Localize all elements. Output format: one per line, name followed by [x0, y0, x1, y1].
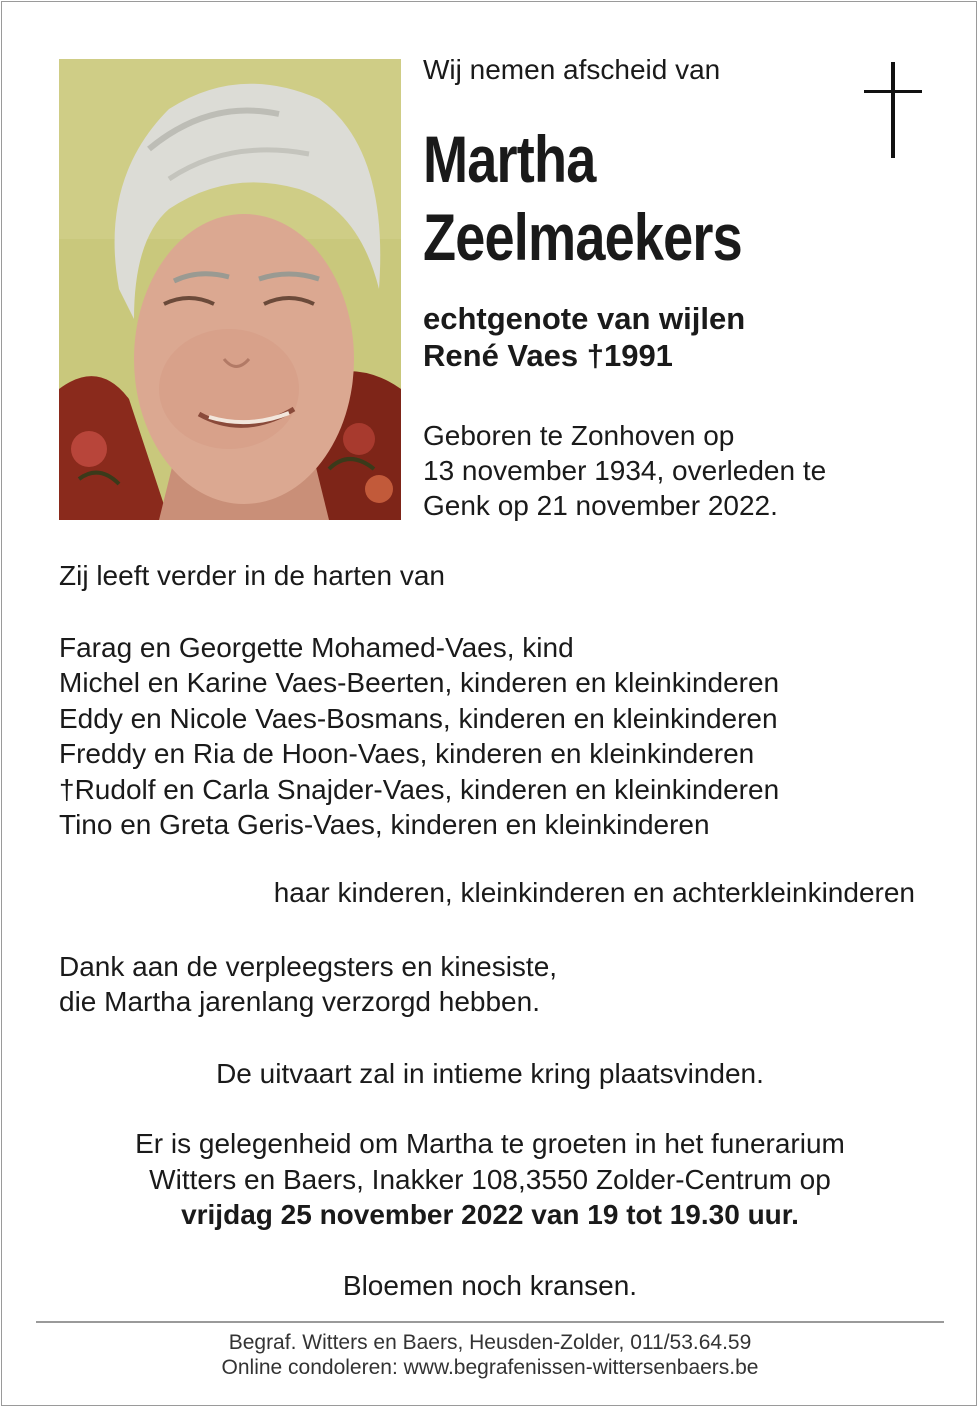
birth-line-3: Genk op 21 november 2022.: [423, 490, 778, 521]
family-member: Michel en Karine Vaes-Beerten, kinderen en kleinkinderen: [59, 667, 780, 699]
cross-icon: [864, 62, 922, 158]
family-heading: Zij leeft verder in de harten van: [59, 560, 445, 591]
family-member: Eddy en Nicole Vaes-Bosmans, kinderen en kleinkinderen: [59, 702, 778, 734]
divider: [36, 1321, 944, 1323]
birth-line-2: 13 november 1934, overleden te: [423, 455, 827, 486]
last-name: Zeelmaekers: [423, 200, 742, 274]
visit-line-1: Er is gelegenheid om Martha te groeten in het funerarium: [135, 1128, 845, 1159]
thanks-line-1: Dank aan de verpleegsters en kinesiste,: [59, 951, 558, 982]
family-member: Tino en Greta Geris-Vaes, kinderen en kleinkinderen: [59, 809, 710, 841]
family-member: Farag en Georgette Mohamed-Vaes, kind: [59, 632, 574, 663]
funeral-info: De uitvaart zal in intieme kring plaatsvinden.: [216, 1058, 764, 1089]
family-member: Freddy en Ria de Hoon-Vaes, kinderen en kleinkinderen: [59, 738, 755, 770]
birth-line-1: Geboren te Zonhoven op: [423, 420, 735, 451]
deceased-name: [423, 120, 742, 276]
visitation-info: [0, 1126, 980, 1233]
thanks-line-2: die Martha jarenlang verzorgd hebben.: [59, 986, 540, 1017]
flowers-note: Bloemen noch kransen.: [342, 1270, 638, 1301]
family-member: †Rudolf en Carla Snajder-Vaes, kinderen en kleinkinderen: [59, 773, 780, 805]
footer-contact: Begraf. Witters en Baers, Heusden-Zolder, 011/53.64.59: [228, 1331, 752, 1354]
spouse-line-2: René Vaes †1991: [423, 338, 673, 373]
footer-website: Online condoleren: www.begrafenissen-wittersenbaers.be: [221, 1356, 759, 1379]
intro-text: Wij nemen afscheid van: [423, 54, 721, 85]
visit-date: vrijdag 25 november 2022 van 19 tot 19.30 uur.: [181, 1199, 799, 1230]
spouse-line-1: echtgenote van wijlen: [423, 301, 746, 336]
portrait-photo: [59, 59, 401, 520]
family-list: [59, 630, 779, 842]
first-name: Martha: [423, 122, 596, 196]
birth-death-info: [423, 418, 826, 523]
footer: [0, 1330, 980, 1380]
spouse-info: [423, 300, 745, 374]
thanks-text: [59, 949, 557, 1019]
visit-line-2: Witters en Baers, Inakker 108,3550 Zolder-Centrum op: [149, 1163, 831, 1195]
family-summary: haar kinderen, kleinkinderen en achterkleinkinderen: [273, 877, 915, 908]
